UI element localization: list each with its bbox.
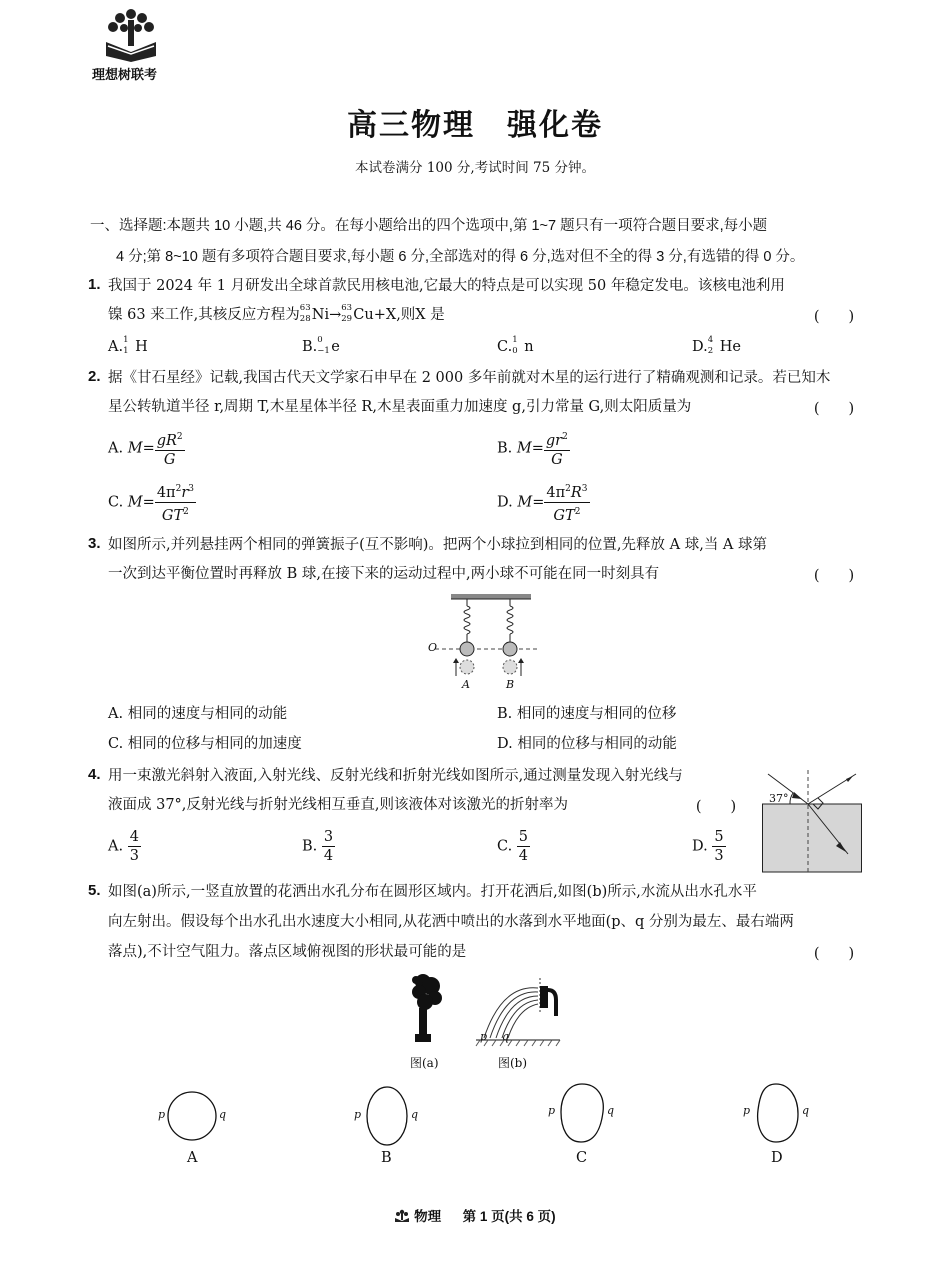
footer-subject: 物理 <box>414 1209 442 1224</box>
q5-option-a-q: q <box>219 1108 227 1121</box>
q4-line1: 用一束激光斜射入液面,入射光线、反射光线和折射光线如图所示,通过测量发现入射光线与 <box>108 768 683 784</box>
q3-option-b: B. 相同的速度与相同的位移 <box>497 706 677 722</box>
q5-option-a-label: A <box>187 1150 198 1166</box>
page-title: 高三物理 强化卷 <box>347 109 603 142</box>
fig-b-label-q: q <box>502 1030 510 1043</box>
q5-option-a-p: p <box>158 1108 166 1121</box>
q2-answer-paren: ( ) <box>813 401 855 417</box>
q2-option-a: A. M= $\frac{gR^2}{G}$ <box>108 428 185 469</box>
q5-option-d-p: p <box>743 1104 751 1117</box>
q5-option-d-label: D <box>771 1150 783 1166</box>
tree-logo-small-icon <box>394 1209 410 1223</box>
q5-option-b-shape <box>364 1085 410 1147</box>
q4-option-c: C. $\frac{5}{4}$ <box>497 829 529 864</box>
q5-option-b-label: B <box>381 1150 392 1166</box>
q3-option-c: C. 相同的位移与相同的加速度 <box>108 736 302 752</box>
q3-line1: 如图所示,并列悬挂两个相同的弹簧振子(互不影响)。把两个小球拉到相同的位置,先释放 A 球,当 A 球第 <box>108 537 768 553</box>
ni-nuclide: 63 28 Ni <box>299 303 330 324</box>
q5-option-d-q: q <box>802 1104 810 1117</box>
fig-b-label-p: p <box>480 1030 488 1043</box>
q5-line3: 落点),不计空气阻力。落点区域俯视图的形状最可能的是 <box>108 944 467 960</box>
q5-option-c-shape <box>557 1082 607 1144</box>
q1-number: 1. <box>88 276 101 293</box>
q5-line1: 如图(a)所示,一竖直放置的花洒出水孔分布在圆形区域内。打开花洒后,如图(b)所示,水流从出水孔水平 <box>108 884 757 900</box>
q4-option-d: D. $\frac{5}{3}$ <box>692 829 724 864</box>
q4-answer-paren: ( ) <box>695 799 737 815</box>
q5-option-d-shape <box>752 1082 802 1144</box>
q1-option-b: B. 0 −1 e <box>302 335 340 356</box>
q5-number: 5. <box>88 882 101 899</box>
exam-info: 本试卷满分 100 分,考试时间 75 分钟。 <box>355 160 595 176</box>
q5-option-b-q: q <box>411 1108 419 1121</box>
q3-line2: 一次到达平衡位置时再释放 B 球,在接下来的运动过程中,两小球不可能在同一时刻具有 <box>108 566 660 582</box>
q1-line2-post: ,则X 是 <box>396 307 445 323</box>
q3-number: 3. <box>88 535 101 552</box>
q3-option-d: D. 相同的位移与相同的动能 <box>497 736 677 752</box>
q4-number: 4. <box>88 766 101 783</box>
q2-line2: 星公转轨道半径 r,周期 T,木星星体半径 R,木星表面重力加速度 g,引力常量 G,则太阳质量为 <box>108 399 692 415</box>
q3-option-a: A. 相同的速度与相同的动能 <box>108 706 288 722</box>
q2-number: 2. <box>88 368 101 385</box>
q5-option-c-q: q <box>607 1104 615 1117</box>
q1-answer-paren: ( ) <box>813 309 855 325</box>
q4-option-a: A. $\frac{4}{3}$ <box>108 829 139 864</box>
q5-option-a-shape <box>167 1088 217 1144</box>
fig-label-o: O <box>428 641 438 654</box>
q1-option-a: A. 1 1 H <box>108 335 148 356</box>
footer-page: 第 1 页(共 6 页) <box>462 1209 556 1224</box>
laser-refraction-figure <box>762 770 862 874</box>
logo-text: 理想树联考 <box>92 67 158 82</box>
section-header-line2: 4 分;第 8~10 题有多项符合题目要求,每小题 6 分,全部选对的得 6 分,选对但不全的得 3 分,有选错的得 0 分。 <box>116 249 805 265</box>
spring-oscillator-figure <box>425 592 545 692</box>
q4-line2: 液面成 37°,反射光线与折射光线相互垂直,则该液体对该激光的折射率为 <box>108 797 569 813</box>
q5-option-c-p: p <box>548 1104 556 1117</box>
fig-b-caption: 图(b) <box>498 1056 528 1070</box>
q2-option-c: C. M= $\frac{4\pi^2r^3}{GT^2}$ <box>108 480 196 525</box>
q1-line2: 镍 63 来工作,其核反应方程为 63 28 Ni→ 63 29 Cu+X,则X 是 <box>108 303 445 324</box>
cu-nuclide: 63 29 Cu <box>341 303 374 324</box>
q5-option-b-p: p <box>354 1108 362 1121</box>
section-header-line1: 一、选择题:本题共 10 小题,共 46 分。在每小题给出的四个选项中,第 1~7 题只有一项符合题目要求,每小题 <box>90 218 768 234</box>
tree-logo-icon <box>100 6 162 62</box>
q2-option-d: D. M= $\frac{4\pi^2R^3}{GT^2}$ <box>497 480 590 525</box>
logo <box>100 6 162 62</box>
q5-answer-paren: ( ) <box>813 946 855 962</box>
q4-option-b: B. $\frac{3}{4}$ <box>302 829 334 864</box>
footer <box>0 1205 950 1225</box>
shower-head-figure-a <box>405 972 453 1048</box>
q1-option-d: D. 4 2 He <box>692 335 741 356</box>
angle-label: 37° <box>769 792 789 805</box>
q1-line2-pre: 镍 63 来工作,其核反应方程为 <box>108 307 300 323</box>
fig-label-a: A <box>462 678 470 691</box>
q2-line1: 据《甘石星经》记载,我国古代天文学家石申早在 2 000 多年前就对木星的运行进行了精确观测和记录。若已知木 <box>108 370 831 386</box>
fig-a-caption: 图(a) <box>410 1056 439 1070</box>
q5-line2: 向左射出。假设每个出水孔出水速度大小相同,从花洒中喷出的水落到水平地面(p、q 分别为最左、最右端两 <box>108 914 794 930</box>
q5-option-c-label: C <box>576 1150 588 1166</box>
q3-answer-paren: ( ) <box>813 568 855 584</box>
q1-option-c: C. 1 0 n <box>497 335 534 356</box>
q1-line1: 我国于 2024 年 1 月研发出全球首款民用核电池,它最大的特点是可以实现 50 年稳定发电。该核电池利用 <box>108 278 785 294</box>
fig-label-b: B <box>506 678 515 691</box>
q2-option-b: B. M= $\frac{gr^2}{G}$ <box>497 428 570 469</box>
